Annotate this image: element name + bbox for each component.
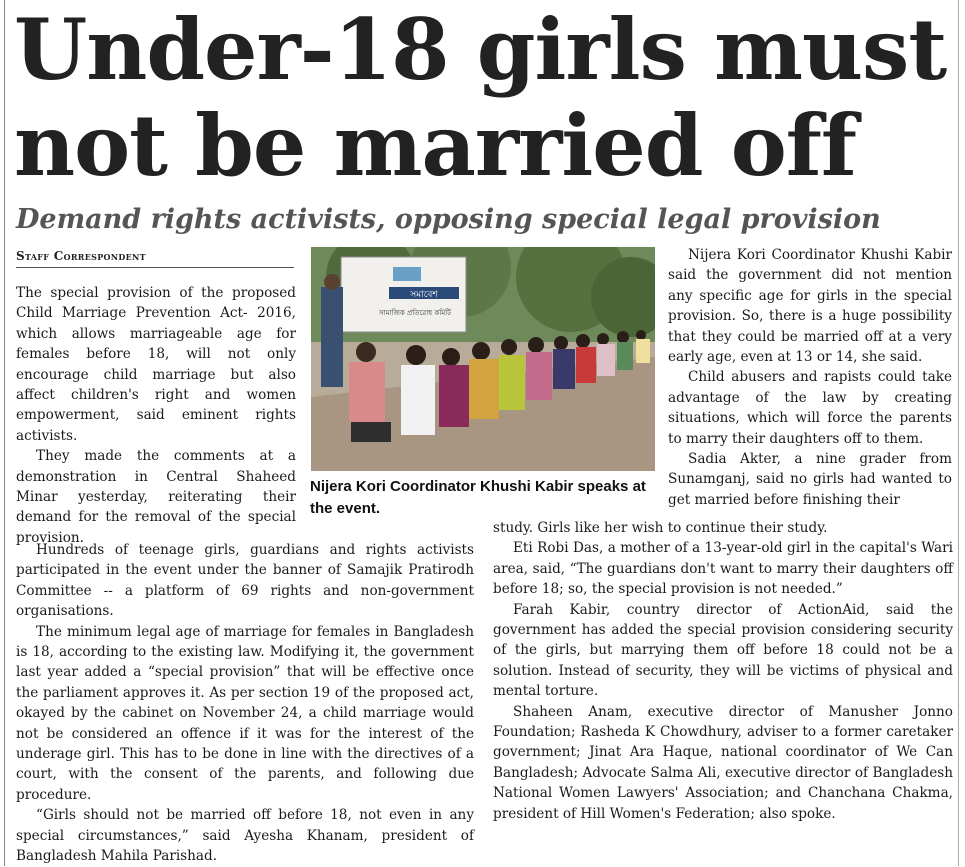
headline: Under-18 girls must not be married off (14, 0, 947, 195)
page-left-rule (4, 0, 5, 866)
column-3 (668, 245, 952, 510)
column-2 (16, 540, 474, 867)
paragraph: Farah Kabir, country director of ActionAid, said the government has added the special provision considering security of the girls, but marrying them off before 18 could not be a solution. Instead of security, they will be victims of physical and mental torture. (493, 601, 953, 700)
photo-illustration (311, 247, 655, 471)
paragraph: The minimum legal age of marriage for females in Bangladesh is 18, according to the existing law. Modifying it, the government last year added a “special provision” that will be effective once the parliament approves it. As per section 19 of the proposed act, okayed by the cabinet on November 24, a child marriage would not be considered an offence if it was for the interest of the underage girl. This has to be done in line with the directives of a court, with the consent of the parents, and following due procedure. (16, 623, 474, 803)
byline: Staff Correspondent (16, 249, 294, 268)
subheadline: Demand rights activists, opposing special legal provision (16, 204, 881, 235)
paragraph: Nijera Kori Coordinator Khushi Kabir said the government did not mention any specific age for girls in the special provision. So, there is a huge possibility that they could be married off at a very early age, even at 13 or 14, she said. (668, 247, 952, 366)
column-1 (16, 283, 296, 548)
banner-text: সমাবেশ (410, 290, 438, 300)
paragraph: Hundreds of teenage girls, guardians and rights activists participated in the event under the banner of Samajik Pratirodh Committee -- a platform of 69 rights and non-government organisations. (16, 542, 474, 620)
paragraph: study. Girls like her wish to continue their study. (493, 520, 828, 536)
paragraph: “Girls should not be married off before 18, not even in any special circumstances,” said Ayesha Khanam, president of Bangladesh Mahila Parishad. (16, 807, 474, 865)
page-right-rule (958, 0, 959, 866)
paragraph: The special provision of the proposed Child Marriage Prevention Act- 2016, which allows marriageable age for females before 18, will not only encourage child marriage but also affect children's right and women empowerment, said eminent rights activists. (16, 285, 296, 444)
paragraph: They made the comments at a demonstration in Central Shaheed Minar yesterday, reiterating their demand for the removal of the special provision. (16, 448, 296, 546)
column-4 (493, 518, 953, 824)
paragraph: Shaheen Anam, executive director of Manusher Jonno Foundation; Rasheda K Chowdhury, adviser to a former caretaker government; Jinat Ara Haque, national coordinator of We Can Bangladesh; Advocate Salma Ali, executive director of Bangladesh National Women Lawyers' Association; and Chanchana Chakma, president of Hill Women's Federation; also spoke. (493, 703, 953, 822)
paragraph: Sadia Akter, a nine grader from Sunamganj, said no girls had wanted to get married before finishing their (668, 451, 952, 508)
banner-subtext: সামাজিক প্রতিরোধ কমিটি (379, 309, 451, 317)
paragraph: Eti Robi Das, a mother of a 13-year-old girl in the capital's Wari area, said, “The guardians don't want to marry their daughters off before 18; so, the special provision is not needed.” (493, 540, 953, 598)
event-photo (311, 247, 655, 471)
paragraph: Child abusers and rapists could take advantage of the law by creating situations, which will force the parents to marry their daughters off to them. (668, 369, 952, 447)
photo-caption: Nijera Kori Coordinator Khushi Kabir speaks at the event. (310, 478, 646, 517)
